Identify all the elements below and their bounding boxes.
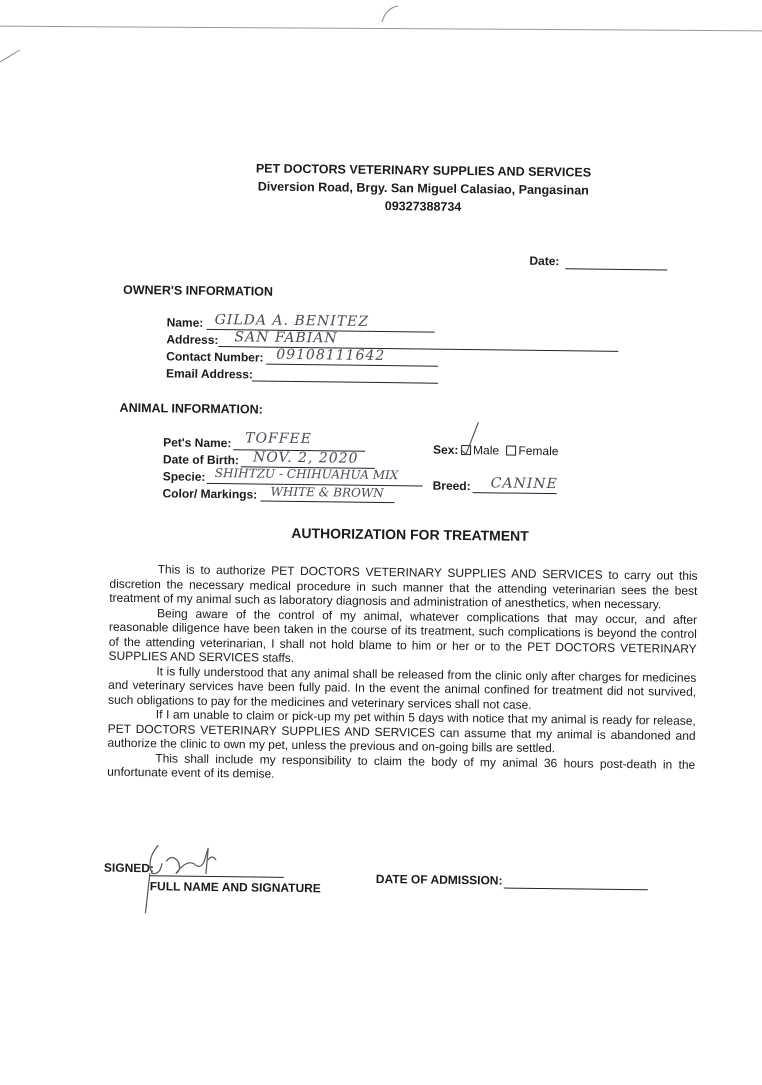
contact-number-label: Contact Number: xyxy=(166,349,264,365)
specie-value: SHIHTZU - CHIHUAHUA MIX xyxy=(214,465,399,483)
email-label: Email Address: xyxy=(165,366,254,382)
pet-name-value: TOFFEE xyxy=(245,430,313,448)
animal-info-heading: ANIMAL INFORMATION: xyxy=(119,400,263,417)
company-address: Diversion Road, Brgy. San Miguel Calasiao, Pangasinan xyxy=(257,179,589,198)
full-name-signature-label: FULL NAME AND SIGNATURE xyxy=(149,879,321,896)
date-line xyxy=(565,268,667,270)
company-phone: 09327388734 xyxy=(384,199,462,214)
color-markings-line xyxy=(260,501,394,504)
owner-info-heading: OWNER'S INFORMATION xyxy=(122,282,274,299)
sex-options xyxy=(461,443,559,458)
dob-value: NOV. 2, 2020 xyxy=(252,449,359,467)
specie-label: Specie: xyxy=(162,469,206,484)
breed-value: CANINE xyxy=(490,475,558,493)
signed-label: SIGNED: xyxy=(103,860,155,876)
authorization-paragraph-4: If I am unable to claim or pick-up my pet within 5 days with notice that my animal is ready for release, PET DOCTORS VETERINARY SUPPLIES AND SERVICES can assume that my animal is abandoned and authorize the clinic to own my pet, unless the previous and on-going bills are settled. xyxy=(107,707,696,756)
breed-label: Breed: xyxy=(432,478,471,494)
date-of-admission-line xyxy=(504,888,648,891)
date-of-admission-label: DATE OF ADMISSION: xyxy=(375,871,503,888)
authorization-paragraph-3: It is fully understood that any animal shall be released from the clinic only after charges for medicines and veterinary services have been fully paid. In the event the animal confined for treatment did not survived, such obligations to pay for the medicines and veterinary services shall not case. xyxy=(107,663,697,712)
sex-label: Sex: xyxy=(433,442,459,457)
check-mark-icon xyxy=(460,420,478,454)
female-checkbox[interactable] xyxy=(506,446,516,456)
color-markings-value: WHITE & BROWN xyxy=(270,484,384,501)
owner-name-label: Name: xyxy=(166,315,204,330)
dob-label: Date of Birth: xyxy=(162,452,240,468)
contact-number-line xyxy=(266,364,438,367)
authorization-paragraph-1: This is to authorize PET DOCTORS VETERINARY SUPPLIES AND SERVICES to carry out this discretion the necessary medical procedure in such manner that the attending veterinarian sees the best treatment of my animal such as laboratory diagnosis and administration of anesthetics, when necessary. xyxy=(109,562,698,612)
authorization-paragraph-5: This shall include my responsibility to claim the body of my animal 36 hours post-death in the unfortunate event of its demise. xyxy=(107,750,696,781)
breed-line xyxy=(473,492,557,494)
owner-name-value: GILDA A. BENITEZ xyxy=(214,311,370,330)
date-label: Date: xyxy=(529,253,560,269)
authorization-paragraph-2: Being aware of the control of my animal, whatever complications that may occur, and after reasonable diligence have been taken in the course of its treatment, such complications is beyond the control of the attending veterinarian, I shall not hold blame to him or her or to the PET DOCTORS VETERINARY SUPPLIES AND SERVICES staffs. xyxy=(108,605,698,665)
email-line xyxy=(252,380,438,383)
pet-name-label: Pet's Name: xyxy=(163,435,232,451)
sex-female-label: Female xyxy=(518,443,559,459)
male-checkbox[interactable] xyxy=(461,445,471,455)
authorization-title: AUTHORIZATION FOR TREATMENT xyxy=(291,524,529,544)
sex-male-label: Male xyxy=(473,443,500,458)
authorization-body xyxy=(107,562,698,787)
owner-address-value: SAN FABIAN xyxy=(234,329,338,347)
color-markings-label: Color/ Markings: xyxy=(162,486,258,502)
contact-number-value: 09108111642 xyxy=(276,346,386,365)
company-name: PET DOCTORS VETERINARY SUPPLIES AND SERVICES xyxy=(255,161,592,180)
owner-address-label: Address: xyxy=(166,332,219,348)
